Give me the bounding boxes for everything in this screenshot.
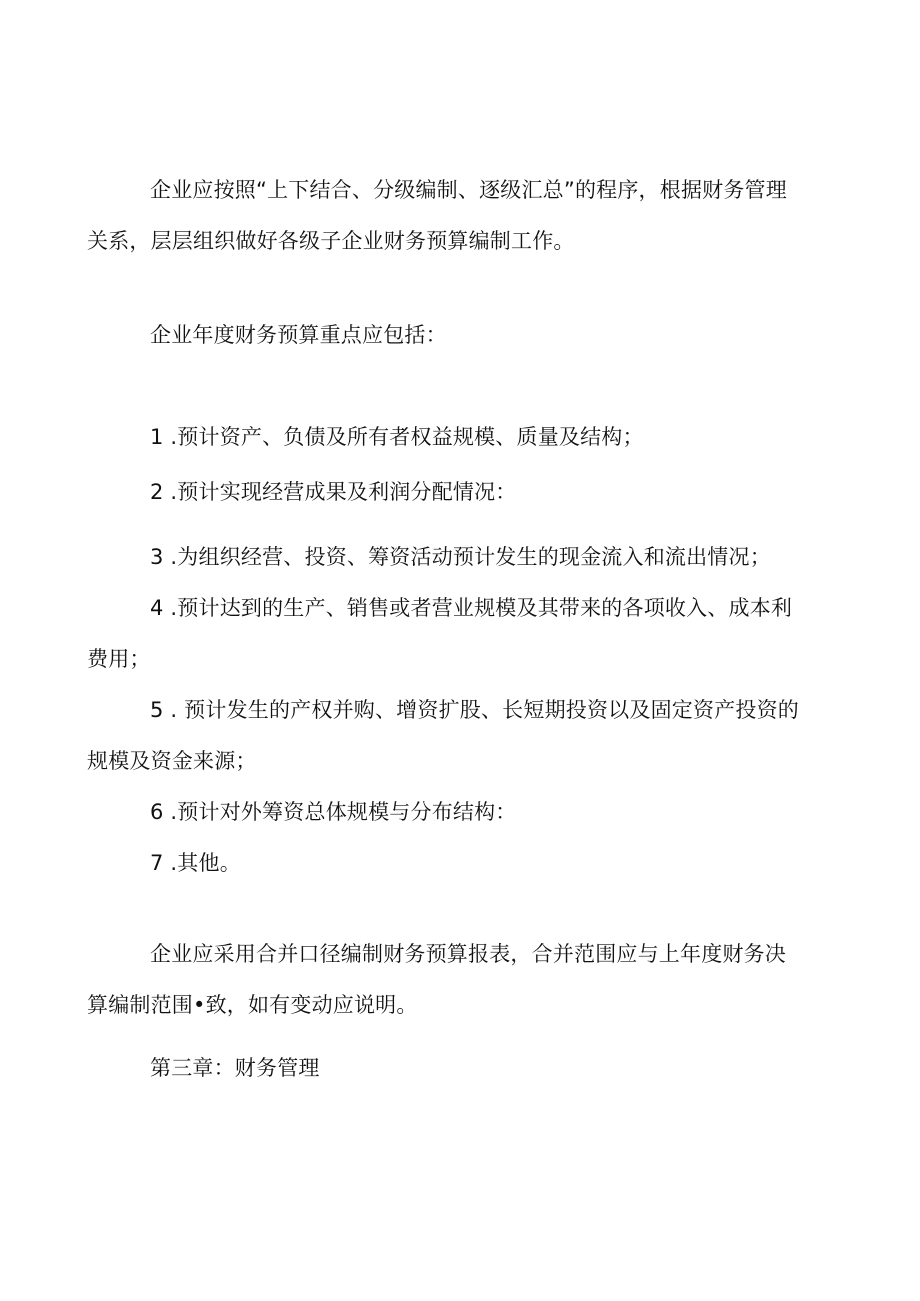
paragraph-1-line-1: 企业应按照“上下结合、分级编制、逐级汇总”的程序，根据财务管理 bbox=[150, 178, 787, 202]
list-item-2: 2 .预计实现经营成果及利润分配情况： bbox=[150, 480, 517, 504]
list-item-5-line-2: 规模及资金来源； bbox=[87, 749, 257, 773]
paragraph-2: 企业年度财务预算重点应包括： bbox=[150, 323, 447, 347]
list-item-3: 3 .为组织经营、投资、筹资活动预计发生的现金流入和流出情况； bbox=[150, 545, 771, 569]
list-item-4-line-2: 费用； bbox=[87, 647, 151, 671]
paragraph-1-line-2: 关系，层层组织做好各级子企业财务预算编制工作。 bbox=[87, 229, 575, 253]
list-item-7: 7 .其他。 bbox=[150, 851, 241, 875]
chapter-heading: 第三章：财务管理 bbox=[150, 1056, 320, 1080]
list-item-5-line-1: 5 . 预计发生的产权并购、增资扩股、长短期投资以及固定资产投资的 bbox=[150, 698, 799, 722]
list-item-6: 6 .预计对外筹资总体规模与分布结构： bbox=[150, 800, 517, 824]
paragraph-3-line-1: 企业应采用合并口径编制财务预算报表，合并范围应与上年度财务决 bbox=[150, 942, 786, 966]
list-item-1: 1 .预计资产、负债及所有者权益规模、质量及结构； bbox=[150, 425, 644, 449]
list-item-4-line-1: 4 .预计达到的生产、销售或者营业规模及其带来的各项收入、成本利 bbox=[150, 596, 793, 620]
paragraph-3-line-2: 算编制范围•致，如有变动应说明。 bbox=[87, 993, 418, 1017]
